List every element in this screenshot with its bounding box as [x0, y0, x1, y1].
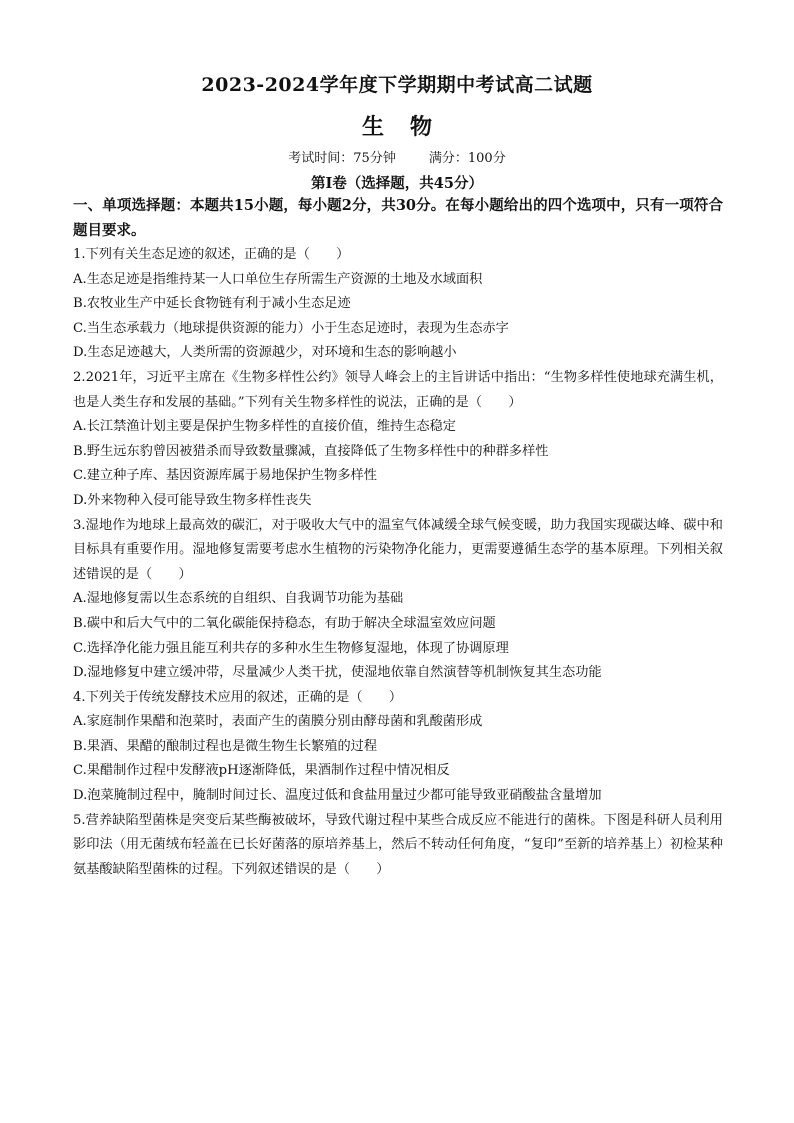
question-stem: 5.营养缺陷型菌株是突变后某些酶被破坏，导致代谢过程中某些合成反应不能进行的菌株。下图是科研人员利用影印法（用无菌绒布轻盖在已长好菌落的原培养基上，然后不转动任何角度，“复印”至新的培养基上）初检某种氨基酸缺陷型菌株的过程。下列叙述错误的是（ ）	[73, 812, 723, 877]
option-c: C.当生态承载力（地球提供资源的能力）小于生态足迹时，表现为生态赤字	[73, 320, 509, 336]
question-stem: 2.2021年，习近平主席在《生物多样性公约》领导人峰会上的主旨讲话中指出：“生物多样性使地球充满生机，也是人类生存和发展的基础。”下列有关生物多样性的说法，正确的是（ ）	[73, 369, 723, 410]
option-d: D.生态足迹越大，人类所需的资源越少，对环境和生态的影响越小	[73, 345, 457, 361]
option-b: B.农牧业生产中延长食物链有利于减小生态足迹	[73, 296, 351, 312]
question-area	[73, 193, 723, 882]
option-a: A.湿地修复需以生态系统的自组织、自我调节功能为基础	[73, 591, 404, 607]
question-2	[73, 366, 723, 514]
subject-title: 生物	[361, 114, 458, 140]
option-b: B.野生远东豹曾因被猎杀而导致数量骤减，直接降低了生物多样性中的种群多样性	[73, 443, 549, 459]
option-c: C.果醋制作过程中发酵液pH逐渐降低，果酒制作过程中情况相反	[73, 763, 450, 779]
section-title: 第Ⅰ卷（选择题，共45分）	[311, 175, 483, 192]
option-b: B.碳中和后大气中的二氧化碳能保持稳态，有助于解决全球温室效应问题	[73, 615, 496, 631]
question-stem: 4.下列关于传统发酵技术应用的叙述，正确的是（ ）	[73, 689, 403, 705]
option-a: A.家庭制作果醋和泡菜时，表面产生的菌膜分别由酵母菌和乳酸菌形成	[73, 714, 483, 730]
question-4	[73, 686, 723, 809]
option-b: B.果酒、果醋的酿制过程也是微生物生长繁殖的过程	[73, 738, 378, 754]
option-c: C.选择净化能力强且能互利共存的多种水生生物修复湿地，体现了协调原理	[73, 640, 509, 656]
question-1	[73, 243, 723, 366]
question-stem: 1.下列有关生态足迹的叙述，正确的是（ ）	[73, 247, 350, 262]
exam-info: 考试时间：75分钟 满分：100分	[288, 151, 506, 166]
exam-title: 2023-2024学年度下学期期中考试高二试题	[201, 74, 593, 96]
option-c: C.建立种子库、基因资源库属于易地保护生物多样性	[73, 468, 377, 484]
part-heading: 一、单项选择题：本题共15小题，每小题2分，共30分。在每小题给出的四个选项中，只有一项符合题目要求。	[73, 197, 723, 239]
option-a: A.长江禁渔计划主要是保护生物多样性的直接价值，维持生态稳定	[73, 419, 456, 435]
question-5	[73, 809, 723, 883]
question-stem: 3.湿地作为地球上最高效的碳汇，对于吸收大气中的温室气体减缓全球气候变暖，助力我国实现碳达峰、碳中和目标具有重要作用。湿地修复需要考虑水生植物的污染物净化能力，更需要遵循生态学的基本原理。下列相关叙述错误的是（ ）	[73, 517, 723, 582]
option-a: A.生态足迹是指维持某一人口单位生存所需生产资源的土地及水域面积	[73, 271, 483, 287]
option-d: D.泡菜腌制过程中，腌制时间过长、温度过低和食盐用量过少都可能导致亚硝酸盐含量增加	[73, 788, 602, 804]
option-d: D.外来物种入侵可能导致生物多样性丧失	[73, 492, 312, 508]
question-3	[73, 514, 723, 686]
option-d: D.湿地修复中建立缓冲带，尽量减少人类干扰，使湿地依靠自然演替等机制恢复其生态功能	[73, 665, 602, 681]
